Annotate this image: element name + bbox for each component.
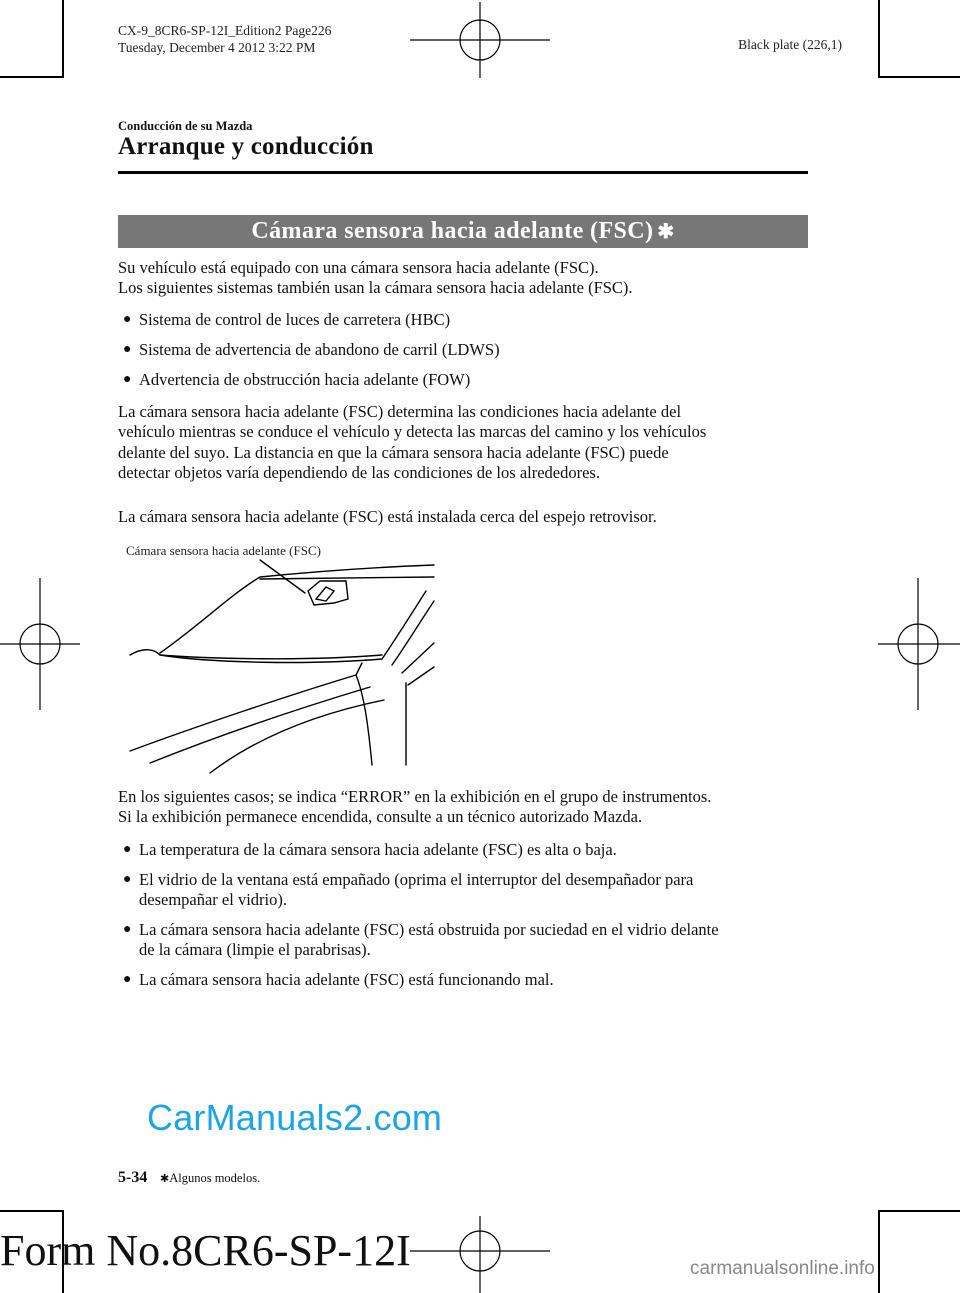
crop-mark — [0, 76, 64, 78]
chapter-rule — [118, 171, 808, 174]
description-line: detectar objetos varía dependiendo de las condiciones de los alrededores. — [118, 463, 600, 483]
windshield-camera-illustration — [120, 555, 440, 775]
error-line: En los siguientes casos; se indica “ERROR” en la exhibición en el grupo de instrumentos. — [118, 787, 712, 806]
print-info — [118, 22, 331, 56]
list-item-text: Sistema de advertencia de abandono de carril (LDWS) — [139, 340, 500, 359]
intro-paragraph — [118, 258, 808, 299]
list-item-text: La temperatura de la cámara sensora hacia adelante (FSC) es alta o baja. — [139, 840, 617, 859]
list-item-text: Sistema de control de luces de carretera (HBC) — [139, 310, 451, 329]
list-item — [123, 370, 808, 390]
registration-mark-top — [410, 2, 550, 78]
bullet-icon: ● — [123, 842, 132, 857]
list-item — [123, 870, 808, 911]
list-item — [123, 340, 808, 360]
list-item — [123, 840, 808, 860]
list-item-text: Advertencia de obstrucción hacia adelante (FOW) — [139, 370, 471, 389]
asterisk-icon: ✱ — [657, 221, 675, 243]
list-item — [123, 920, 808, 961]
bullet-icon: ● — [123, 872, 132, 887]
figure-label: Cámara sensora hacia adelante (FSC) — [126, 543, 321, 558]
list-item-text: La cámara sensora hacia adelante (FSC) está funcionando mal. — [139, 970, 554, 989]
form-number: Form No.8CR6-SP-12I — [0, 1226, 411, 1275]
bullet-icon: ● — [123, 342, 132, 357]
footnote — [160, 1171, 260, 1186]
page-number: 5-34 — [118, 1169, 148, 1186]
description-line: La cámara sensora hacia adelante (FSC) determina las condiciones hacia adelante del — [118, 402, 682, 421]
registration-mark-bottom — [410, 1216, 550, 1293]
list-item-text: desempañar el vidrio). — [139, 890, 287, 910]
chapter-title: Arranque y conducción — [118, 133, 374, 160]
bullet-icon: ● — [123, 922, 132, 937]
error-line: Si la exhibición permanece encendida, consulte a un técnico autorizado Mazda. — [118, 807, 643, 827]
description-paragraph — [118, 402, 808, 484]
crop-mark — [62, 0, 64, 78]
print-info-line: CX-9_8CR6-SP-12I_Edition2 Page226 — [118, 23, 332, 38]
list-item-text: de la cámara (limpie el parabrisas). — [139, 940, 371, 960]
crop-mark — [880, 1210, 960, 1212]
footnote-text: Algunos modelos. — [169, 1171, 261, 1185]
site-watermark: carmanualsonline.info — [690, 1258, 875, 1279]
chapter-subtitle: Conducción de su Mazda — [118, 119, 253, 133]
registration-mark-right — [878, 578, 960, 710]
bullet-icon: ● — [123, 972, 132, 987]
crop-mark — [878, 0, 880, 78]
description-line: delante del suyo. La distancia en que la cámara sensora hacia adelante (FSC) puede — [118, 442, 669, 462]
registration-mark-left — [0, 578, 80, 710]
list-item — [123, 970, 808, 990]
error-paragraph — [118, 787, 808, 828]
list-item — [123, 310, 808, 330]
print-info-date: Tuesday, December 4 2012 3:22 PM — [118, 40, 316, 55]
description-line: vehículo mientras se conduce el vehículo y detecta las marcas del camino y los vehículos — [118, 422, 707, 442]
intro-line: Su vehículo está equipado con una cámara sensora hacia adelante (FSC). — [118, 258, 599, 277]
list-item-text: La cámara sensora hacia adelante (FSC) está obstruida por suciedad en el vidrio delante — [139, 920, 719, 939]
crop-mark — [880, 76, 960, 78]
bullet-icon: ● — [123, 312, 132, 327]
list-item-text: El vidrio de la ventana está empañado (oprima el interruptor del desempañador para — [139, 870, 694, 889]
section-title: Cámara sensora hacia adelante (FSC) — [251, 218, 654, 244]
crop-mark — [0, 1210, 64, 1212]
plate-label: Black plate (226,1) — [738, 37, 842, 52]
location-paragraph: La cámara sensora hacia adelante (FSC) está instalada cerca del espejo retrovisor. — [118, 507, 657, 526]
asterisk-icon: ✱ — [160, 1173, 170, 1185]
section-banner — [118, 215, 808, 248]
watermark: CarManuals2.com — [147, 1097, 443, 1138]
bullet-icon: ● — [123, 372, 132, 387]
intro-line: Los siguientes sistemas también usan la cámara sensora hacia adelante (FSC). — [118, 278, 633, 298]
crop-mark — [878, 1210, 880, 1293]
